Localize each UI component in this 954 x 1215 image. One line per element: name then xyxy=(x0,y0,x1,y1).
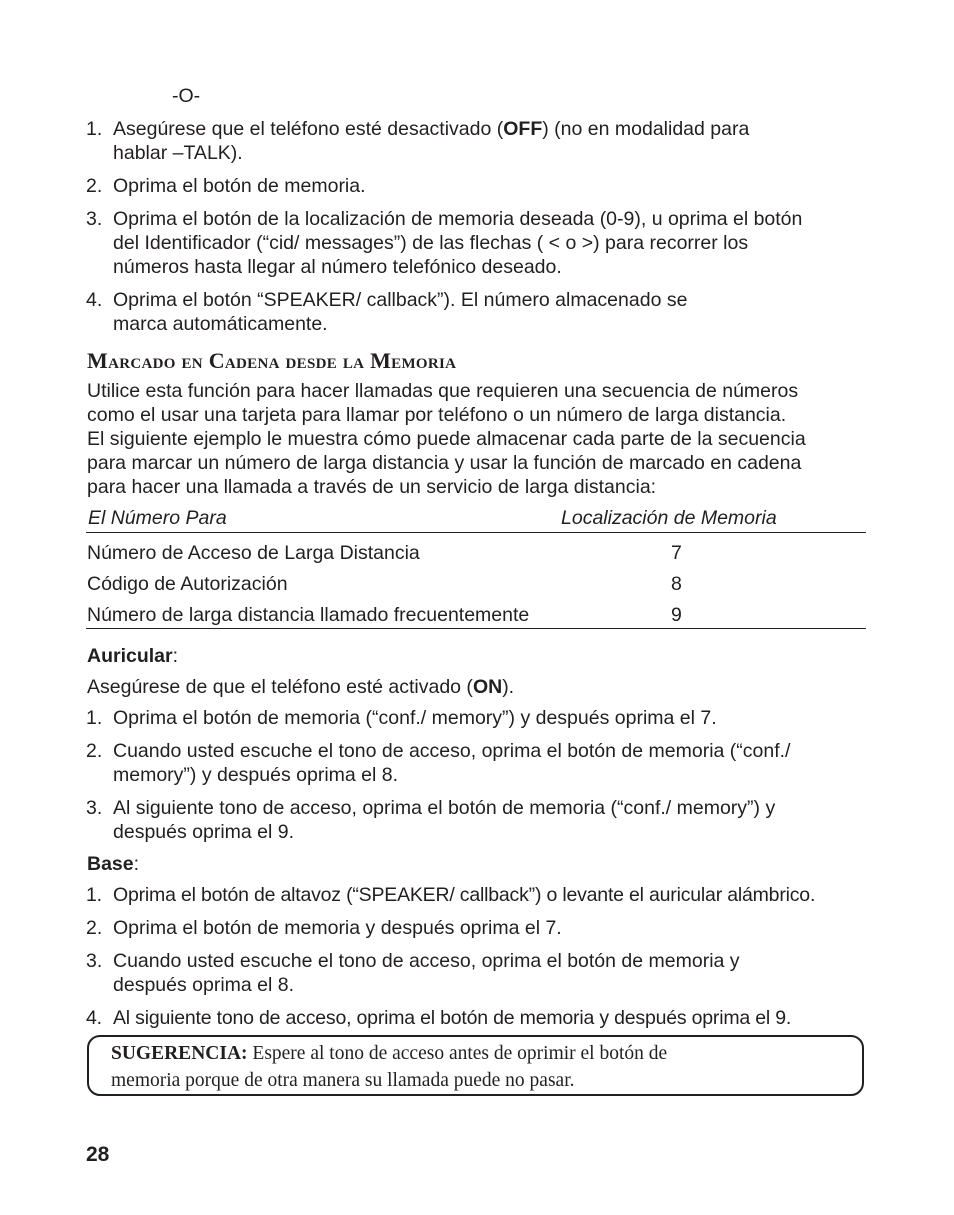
step-text: Oprima el botón “SPEAKER/ callback”). El número almacenado se xyxy=(113,289,688,311)
lead-text: ). xyxy=(502,676,515,698)
separator-text: -O- xyxy=(172,85,201,107)
step-text: Oprima el botón de memoria. xyxy=(113,175,366,197)
page-number: 28 xyxy=(86,1143,110,1166)
step-number: 1. xyxy=(86,707,103,729)
step-text: memory”) y después oprima el 8. xyxy=(113,764,399,786)
subheading-text: Auricular xyxy=(87,645,173,667)
step-text: marca automáticamente. xyxy=(113,313,328,335)
step-text: ) (no en modalidad para xyxy=(542,118,750,140)
base-step-4 xyxy=(86,1006,791,1030)
step-number: 2. xyxy=(86,175,103,197)
step-4 xyxy=(86,288,687,336)
handset-step-3 xyxy=(86,796,775,844)
paragraph-line: para hacer una llamada a través de un servicio de larga distancia: xyxy=(87,476,657,498)
step-number: 1. xyxy=(86,118,103,140)
step-text: Oprima el botón de memoria y después oprima el 7. xyxy=(113,917,562,939)
lead-text: Asegúrese de que el teléfono esté activado ( xyxy=(87,676,473,698)
subheading-text: Base xyxy=(87,853,134,875)
step-3 xyxy=(86,207,802,279)
handset-step-1 xyxy=(86,706,717,730)
base-step-3 xyxy=(86,949,740,997)
base-step-1 xyxy=(86,883,815,907)
step-number: 3. xyxy=(86,797,103,819)
step-text: Cuando usted escuche el tono de acceso, oprima el botón de memoria (“conf./ xyxy=(113,740,791,762)
tip-line: memoria porque de otra manera su llamada puede no pasar. xyxy=(111,1070,575,1091)
step-number: 2. xyxy=(86,740,103,762)
paragraph-line: El siguiente ejemplo le muestra cómo puede almacenar cada parte de la secuencia xyxy=(87,428,806,450)
table-top-rule xyxy=(86,532,866,533)
step-text: Cuando usted escuche el tono de acceso, oprima el botón de memoria y xyxy=(113,950,740,972)
step-number: 4. xyxy=(86,1007,102,1029)
step-text: Al siguiente tono de acceso, oprima el botón de memoria y después oprima el 9. xyxy=(113,1007,792,1029)
table-bottom-rule xyxy=(86,628,866,629)
table-row-label: Código de Autorización xyxy=(87,573,288,595)
paragraph-line: Utilice esta función para hacer llamadas que requieren una secuencia de números xyxy=(87,380,799,402)
step-text: Asegúrese que el teléfono esté desactivado ( xyxy=(113,118,504,140)
table-row-label: Número de larga distancia llamado frecuentemente xyxy=(87,604,530,626)
step-number: 2. xyxy=(86,917,103,939)
table-header-location: Localización de Memoria xyxy=(561,507,777,529)
colon: : xyxy=(133,853,140,875)
step-text: después oprima el 8. xyxy=(113,974,295,996)
paragraph-line: para marcar un número de larga distancia y usar la función de marcado en cadena xyxy=(87,452,802,474)
table-row-value: 7 xyxy=(671,542,682,564)
on-keyword: ON xyxy=(472,676,503,698)
step-2 xyxy=(86,174,366,198)
step-text: números hasta llegar al número telefónico deseado. xyxy=(113,256,562,278)
step-1 xyxy=(86,117,749,165)
tip-line: Espere al tono de acceso antes de oprimir el botón de xyxy=(247,1043,668,1064)
handset-subheading xyxy=(87,644,178,668)
step-text: después oprima el 9. xyxy=(113,821,295,843)
step-text: Oprima el botón de memoria (“conf./ memory”) y después oprima el 7. xyxy=(113,707,717,729)
table-row-label: Número de Acceso de Larga Distancia xyxy=(87,542,420,564)
base-subheading xyxy=(87,852,139,876)
intro-paragraph xyxy=(87,379,806,499)
step-number: 3. xyxy=(86,950,103,972)
tip-box xyxy=(87,1035,864,1096)
table-row-value: 9 xyxy=(671,604,682,626)
tip-label: SUGERENCIA: xyxy=(111,1043,248,1064)
section-heading: Marcado en Cadena desde la Memoria xyxy=(87,348,457,373)
off-keyword: OFF xyxy=(503,118,543,140)
step-text: del Identificador (“cid/ messages”) de las flechas ( < o >) para recorrer los xyxy=(113,232,749,254)
table-row-value: 8 xyxy=(671,573,682,595)
step-text: Oprima el botón de la localización de memoria deseada (0-9), u oprima el botón xyxy=(113,208,803,230)
handset-lead xyxy=(87,675,514,699)
handset-step-2 xyxy=(86,739,790,787)
tip-text xyxy=(111,1040,667,1094)
step-number: 3. xyxy=(86,208,103,230)
paragraph-line: como el usar una tarjeta para llamar por teléfono o un número de larga distancia. xyxy=(87,404,787,426)
table-header-number: El Número Para xyxy=(88,507,227,529)
base-step-2 xyxy=(86,916,562,940)
step-text: Al siguiente tono de acceso, oprima el botón de memoria (“conf./ memory”) y xyxy=(113,797,776,819)
step-text: Oprima el botón de altavoz (“SPEAKER/ callback”) o levante el auricular alámbrico. xyxy=(113,884,816,906)
step-number: 1. xyxy=(86,884,102,906)
step-number: 4. xyxy=(86,289,103,311)
colon: : xyxy=(172,645,179,667)
step-text: hablar –TALK). xyxy=(113,142,243,164)
